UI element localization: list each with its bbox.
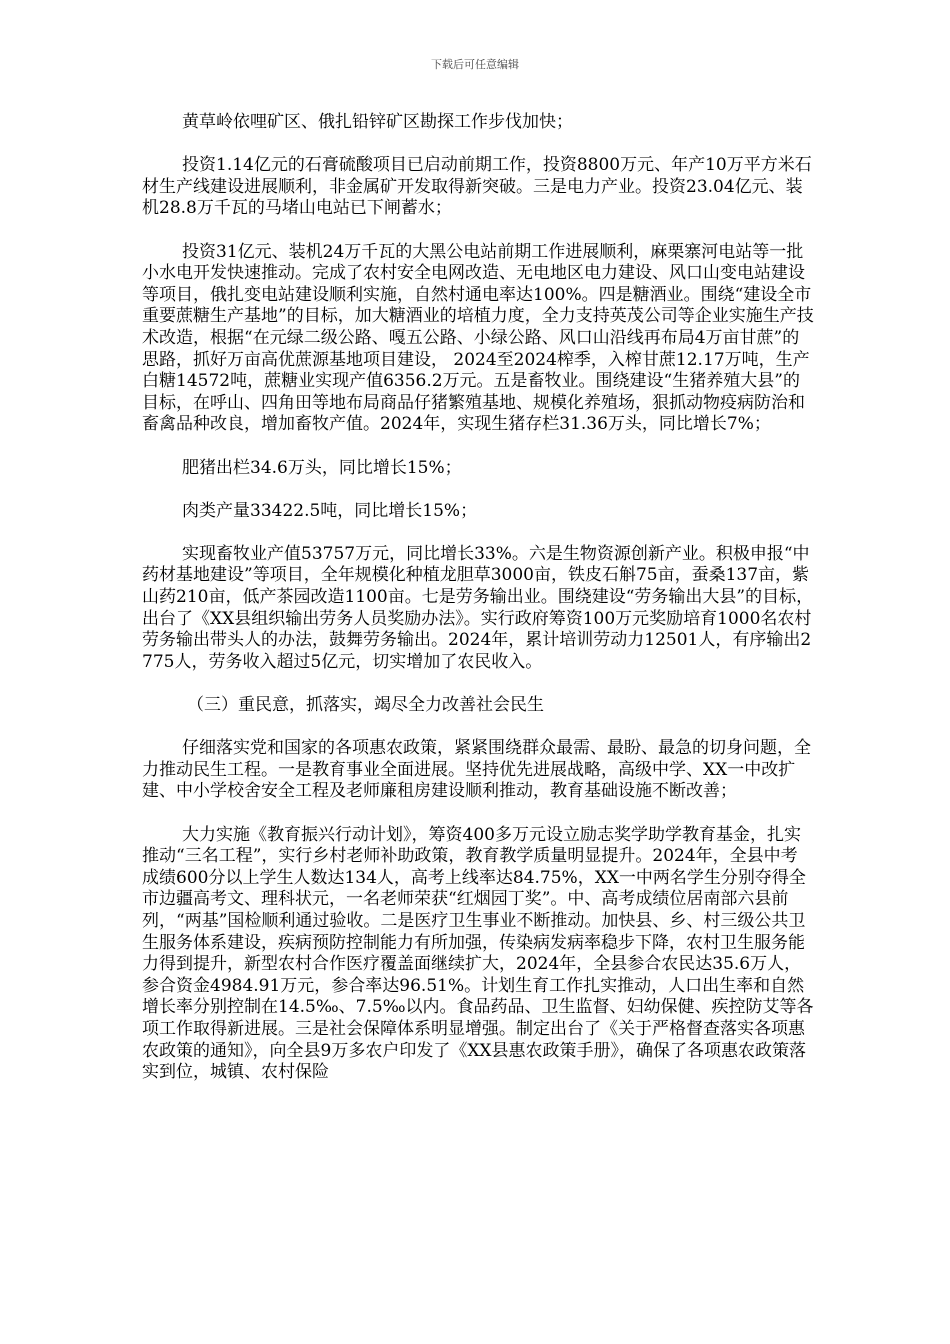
header-note: 下载后可任意编辑 bbox=[431, 58, 519, 71]
paragraph: 黄草岭依哩矿区、俄扎铅锌矿区勘探工作步伐加快； bbox=[182, 112, 573, 132]
section-heading: （三）重民意，抓落实，竭尽全力改善社会民生 bbox=[187, 695, 544, 716]
paragraph: 投资31亿元、装机24万千瓦的大黑公电站前期工作进展顺利，麻栗寨河电站等一批小水电开发快速推动。完成了农村安全电网改造、无电地区电力建设、风口山变电站建设等项目，俄扎变电站建设顺利实施，自然村通电率达100%。四是糖酒业。围绕“建设全市重要蔗糖生产基地”的目标，加大糖酒业的培植力度，全力支持英茂公司等企业实施生产技术改造，根据“在元绿二级公路、嘎五公路、小绿公路、风口山沿线再布局4万亩甘蔗”的思路，抓好万亩高优蔗源基地项目建设， 2024至2024榨季，入榨甘蔗12.17万吨，生产白糖14572吨，蔗糖业实现产值6356.2万元。五是畜牧业。围绕建设“生猪养殖大县”的目标，在呼山、四角田等地布局商品仔猪繁殖基地、规模化养殖场，狠抓动物疫病防治和畜禽品种改良，增加畜牧产值。2024年，实现生猪存栏31.36万头，同比增长7%； bbox=[142, 241, 814, 435]
paragraph: 大力实施《教育振兴行动计划》，筹资400多万元设立励志奖学助学教育基金，扎实推动“三名工程”，实行乡村老师补助政策，教育教学质量明显提升。2024年，全县中考成绩600分以上学生人数达134人，高考上线率达84.75%，XX一中两名学生分别夺得全市边疆高考文、理科状元，一名老师荣获“红烟园丁奖”。中、高考成绩位居南部六县前列，“两基”国检顺利通过验收。二是医疗卫生事业不断推动。加快县、乡、村三级公共卫生服务体系建设，疾病预防控制能力有所加强，传染病发病率稳步下降，农村卫生服务能力得到提升，新型农村合作医疗覆盖面继续扩大，2024年，全县参合农民达35.6万人，参合资金4984.91万元，参合率达96.51%。计划生育工作扎实推动，人口出生率和自然增长率分别控制在14.5‰、7.5‰以内。食品药品、卫生监督、妇幼保健、疾控防艾等各项工作取得新进展。三是社会保障体系明显增强。制定出台了《关于严格督查落实各项惠农政策的通知》，向全县9万多农户印发了《XX县惠农政策手册》，确保了各项惠农政策落实到位，城镇、农村保险 bbox=[142, 824, 814, 1083]
paragraph: 实现畜牧业产值53757万元，同比增长33%。六是生物资源创新产业。积极申报“中药材基地建设”等项目，全年规模化种植龙胆草3000亩，铁皮石斛75亩，蚕桑137亩，紫山药210亩，低产茶园改造1100亩。七是劳务输出业。围绕建设“劳务输出大县”的目标，出台了《XX县组织输出劳务人员奖励办法》。实行政府筹资100万元奖励培育1000名农村劳务输出带头人的办法，鼓舞劳务输出。2024年，累计培训劳动力12501人，有序输出2775人，劳务收入超过5亿元，切实增加了农民收入。 bbox=[142, 543, 814, 672]
paragraph: 投资1.14亿元的石膏硫酸项目已启动前期工作，投资8800万元、年产10万平方米石材生产线建设进展顺利，非金属矿开发取得新突破。三是电力产业。投资23.04亿元、装机28.8万千瓦的马堵山电站已下闸蓄水； bbox=[142, 155, 812, 219]
document-body bbox=[142, 112, 814, 1105]
paragraph: 仔细落实党和国家的各项惠农政策，紧紧围绕群众最需、最盼、最急的切身问题，全力推动民生工程。一是教育事业全面进展。坚持优先进展战略，高级中学、XX一中改扩建、中小学校舍安全工程及老师廉租房建设顺利推动，教育基础设施不断改善； bbox=[142, 738, 811, 802]
paragraph: 肥猪出栏34.6万头，同比增长15%； bbox=[182, 457, 462, 478]
paragraph: 肉类产量33422.5吨，同比增长15%； bbox=[182, 500, 478, 521]
